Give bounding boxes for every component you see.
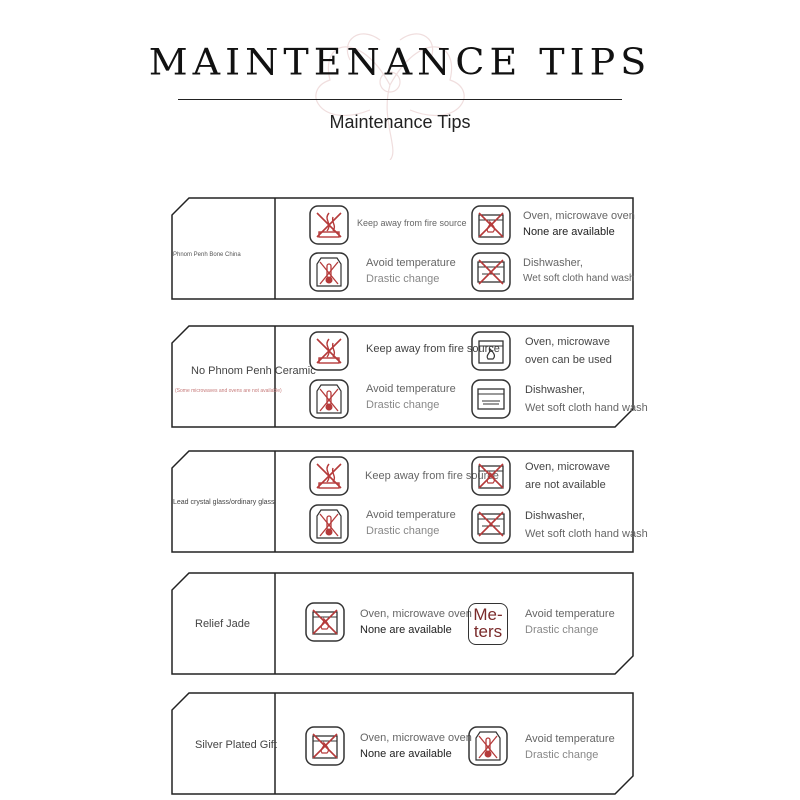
- tip-text: Avoid temperature Drastic change: [366, 383, 456, 411]
- tip-text: Dishwasher, Wet soft cloth hand wash: [525, 384, 648, 414]
- material-label: Phnom Penh Bone China: [173, 252, 241, 258]
- material-label: Lead crystal glass/ordinary glass: [173, 499, 275, 506]
- card-silver-plated-gift: [171, 692, 634, 794]
- no-fire-icon: [309, 456, 349, 496]
- temperature-icon: [468, 726, 508, 766]
- tip-text: Oven, microwave oven None are available: [360, 608, 472, 636]
- tip-text: Dishwasher, Wet soft cloth hand wash: [525, 510, 648, 540]
- no-oven-icon: [471, 205, 511, 245]
- no-fire-icon: [309, 331, 349, 371]
- material-label: No Phnom Penh Ceramic: [191, 365, 316, 377]
- tip-text: Keep away from fire source: [365, 470, 499, 482]
- no-dishwasher-icon: [471, 504, 511, 544]
- no-dishwasher-icon: [471, 252, 511, 292]
- tip-text: Dishwasher, Wet soft cloth hand wash: [523, 257, 635, 284]
- material-label: Silver Plated Gift: [195, 739, 277, 751]
- tip-text: Avoid temperature Drastic change: [366, 509, 456, 537]
- tip-text: Oven, microwave oven None are available: [360, 732, 472, 760]
- no-oven-icon: [305, 602, 345, 642]
- tip-text: Keep away from fire source: [366, 343, 500, 355]
- no-fire-icon: [309, 205, 349, 245]
- tip-text: Avoid temperature Drastic change: [525, 608, 615, 636]
- material-note: (Some microwaves and ovens are not available): [175, 388, 282, 394]
- meters-icon: Me- ters: [468, 603, 508, 645]
- card-ceramic: [171, 325, 648, 427]
- material-label: Relief Jade: [195, 618, 251, 630]
- tip-text: Oven, microwave oven can be used: [525, 336, 612, 366]
- tip-text: Oven, microwave oven None are available: [523, 210, 635, 238]
- page-subtitle: Maintenance Tips: [329, 112, 471, 132]
- oven-icon: [471, 331, 511, 371]
- page-title: MAINTENANCE TIPS: [148, 41, 652, 83]
- card-glass: [171, 450, 648, 552]
- card-relief-jade: [171, 572, 634, 674]
- tip-text: Avoid temperature Drastic change: [366, 257, 456, 285]
- dishwasher-icon: [471, 379, 511, 419]
- no-oven-icon: [471, 456, 511, 496]
- temperature-icon: [309, 504, 349, 544]
- no-oven-icon: [305, 726, 345, 766]
- tip-text: Oven, microwave are not available: [525, 461, 610, 491]
- tip-text: Keep away from fire source: [357, 218, 467, 228]
- tip-text: Avoid temperature Drastic change: [525, 733, 615, 761]
- title-divider: [178, 99, 622, 100]
- temperature-icon: [309, 379, 349, 419]
- card-bone-china: [171, 197, 634, 299]
- background-flower: [260, 10, 520, 160]
- temperature-icon: [309, 252, 349, 292]
